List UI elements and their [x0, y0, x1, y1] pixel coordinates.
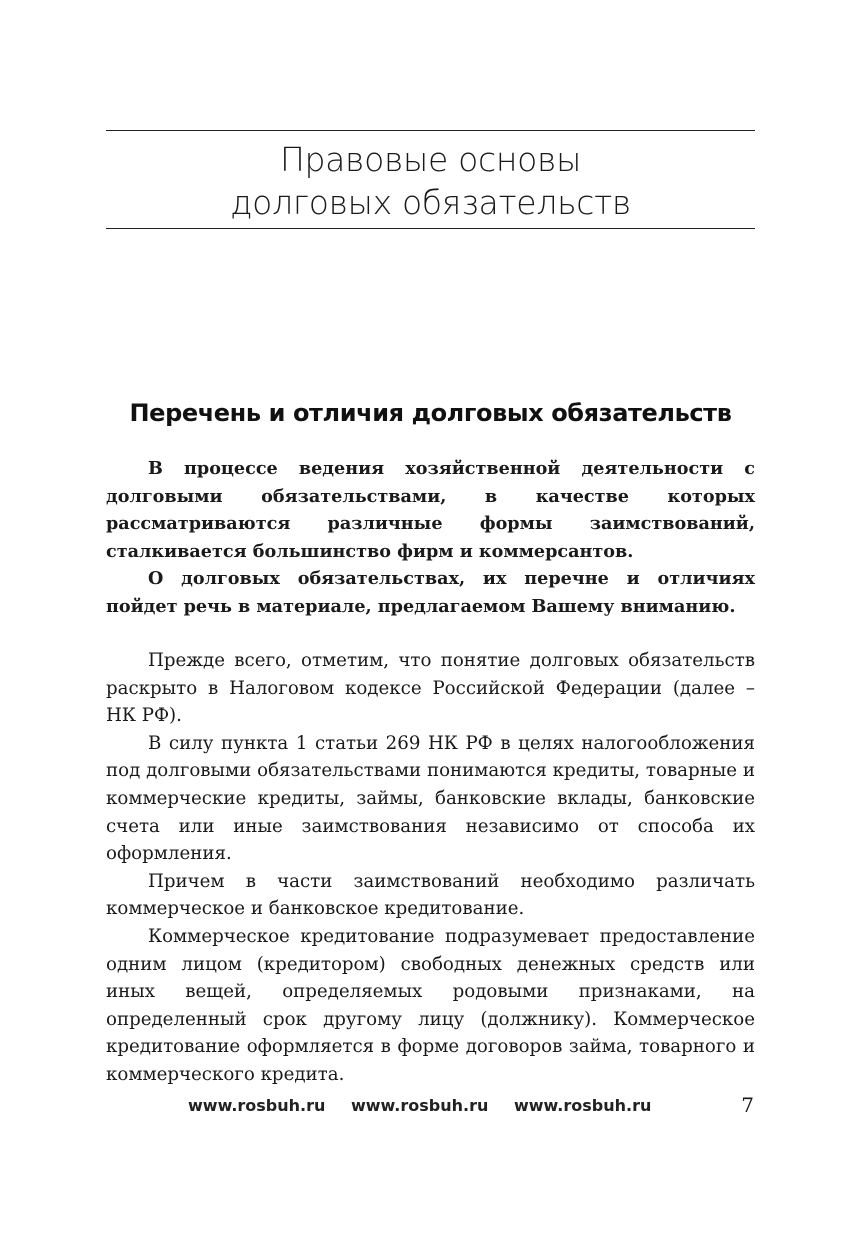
page-number: 7	[741, 1093, 754, 1117]
lead-paragraph-1: В процессе ведения хозяйственной деятельности с долговыми обязательствами, в качестве которых рассматриваются различные формы заимствований, сталкивается большинство фирм и коммерсантов.	[106, 458, 755, 562]
section-heading: Перечень и отличия долговых обязательств	[129, 399, 732, 427]
body-text	[106, 647, 755, 1089]
footer-link-3[interactable]: www.rosbuh.ru	[513, 1096, 652, 1115]
chapter-title-bottom-rule	[106, 228, 755, 229]
chapter-title-top-rule	[106, 130, 755, 131]
footer-links	[188, 1094, 671, 1118]
lead-text	[106, 455, 755, 621]
chapter-title	[106, 138, 755, 224]
body-paragraph-2: В силу пункта 1 статьи 269 НК РФ в целях налогообложения под долговыми обязательствами понимаются кредиты, товарные и коммерческие кредиты, займы, банковские вклады, банковские счета или иные заимствования независимо от способа их оформления.	[106, 732, 755, 865]
footer-link-2[interactable]: www.rosbuh.ru	[350, 1096, 489, 1115]
lead-paragraph-2: О долговых обязательствах, их перечне и отличиях пойдет речь в материале, предлагаемом Вашему вниманию.	[106, 568, 755, 617]
chapter-title-line-2: долговых обязательств	[230, 183, 631, 222]
footer-link-1[interactable]: www.rosbuh.ru	[188, 1096, 326, 1115]
body-paragraph-3: Причем в части заимствований необходимо различать коммерческое и банковское кредитование.	[106, 870, 755, 920]
body-paragraph-1: Прежде всего, отметим, что понятие долговых обязательств раскрыто в Налоговом кодексе Российской Федерации (далее – НК РФ).	[106, 650, 755, 727]
chapter-title-line-1: Правовые основы	[279, 140, 582, 179]
body-paragraph-4: Коммерческое кредитование подразумевает предоставление одним лицом (кредитором) свободных денежных средств или иных вещей, определяемых родовыми признаками, на определенный срок другому лицу (должнику). Коммерческое кредитование оформляется в форме договоров займа, товарного и коммерческого кредита.	[106, 925, 755, 1085]
